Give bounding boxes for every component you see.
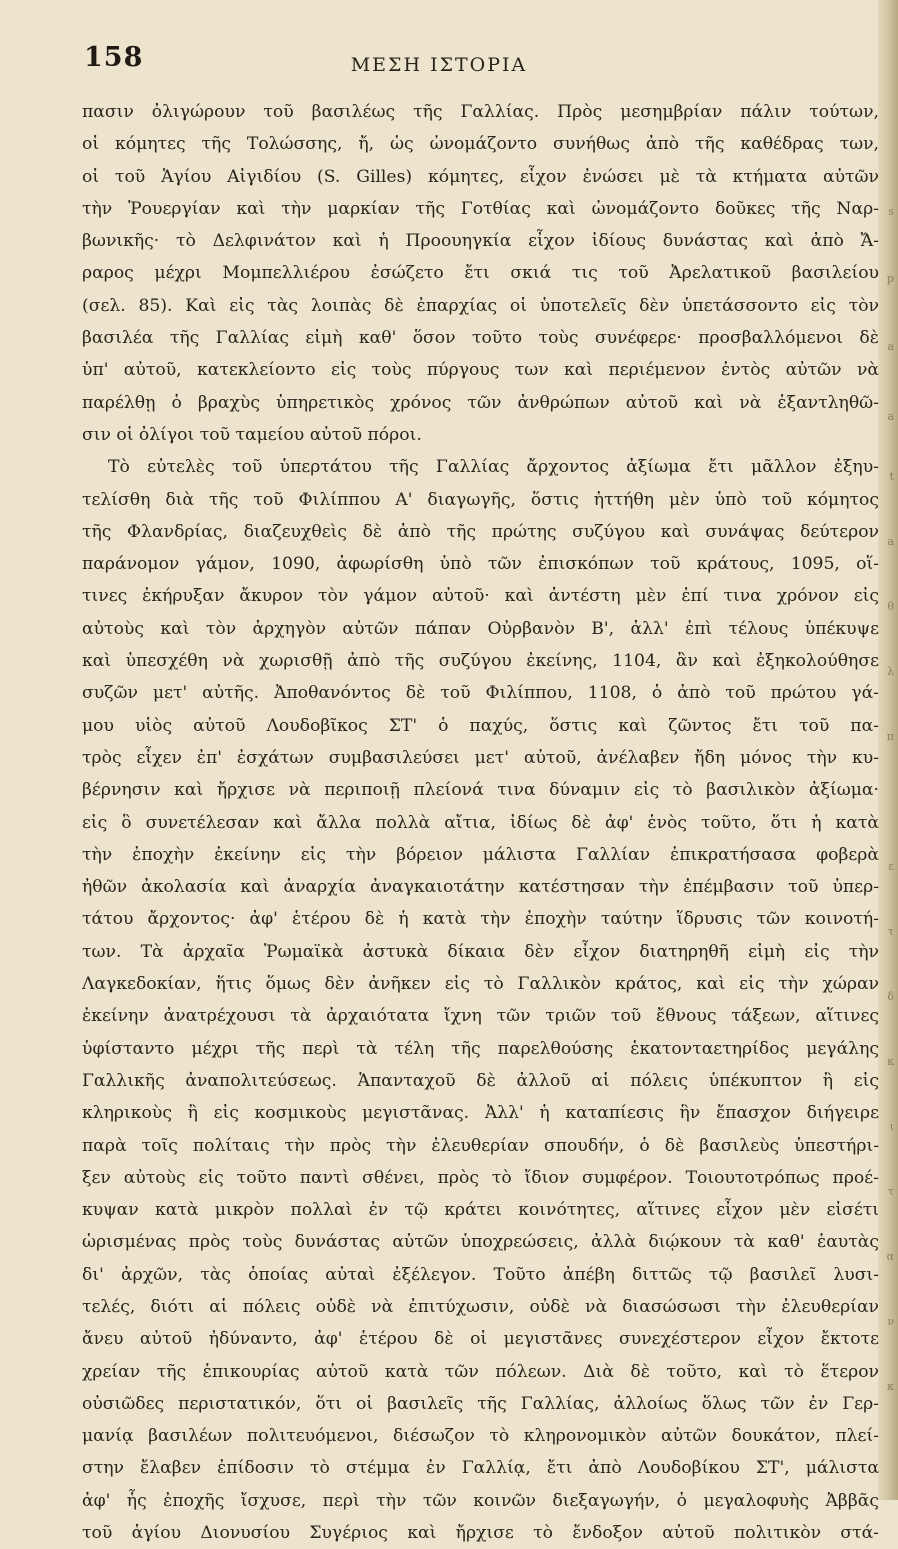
text-line: βασιλέα τῆς Γαλλίας εἰμὴ καθ' ὅσον τοῦτο τοὺς συνέφερε· προσβαλλόμενοι δὲ [82,328,879,349]
running-head: ΜΕΣΗ ΙΣΤΟΡΙΑ [350,54,528,76]
text-line: ἐκείνην ἀνατρέχουσι τὰ ἀρχαιότατα ἴχνη τῶν τριῶν τοῦ ἔθνους τάξεων, αἵτινες [82,1006,879,1027]
text-line: τὴν ἐποχὴν ἐκείνην εἰς τὴν βόρειον μάλιστα Γαλλίαν ἐπικρατήσασα φοβερὰ [82,844,879,865]
margin-mark: a [887,410,894,423]
margin-mark: t [889,470,894,483]
text-line: τὴν Ῥουεργίαν καὶ τὴν μαρκίαν τῆς Γοτθίας καὶ ὠνομάζοντο δοῦκες τῆς Ναρ- [82,198,879,219]
margin-mark: δ [887,990,894,1003]
margin-mark: π [886,730,894,743]
margin-mark: α [886,1250,894,1263]
text-line: αὐτοὺς καὶ τὸν ἀρχηγὸν αὐτῶν πάπαν Οὐρβανὸν Β', ἀλλ' ἐπὶ τέλους ὑπέκυψε [82,618,879,639]
text-line: ὑφίσταντο μέχρι τῆς περὶ τὰ τέλη τῆς παρελθούσης ἑκατονταετηρίδος μεγάλης [82,1038,879,1059]
text-line: οἱ κόμητες τῆς Τολώσσης, ἤ, ὡς ὠνομάζοντο συνήθως ἀπὸ τῆς καθέδρας των, [82,134,879,155]
margin-mark: a [887,535,894,548]
text-line: παρέλθῃ ὁ βραχὺς ὑπηρετικὸς χρόνος τῶν ἀνθρώπων αὐτοῦ καὶ νὰ ἐξαντληθῶ- [82,392,879,413]
text-line: συζῶν μετ' αὐτῆς. Ἀποθανόντος δὲ τοῦ Φιλίππου, 1108, ὁ ἀπὸ τοῦ πρώτου γά- [82,683,879,704]
text-line: ἀφ' ἧς ἐποχῆς ἴσχυσε, περὶ τὴν τῶν κοινῶν διεξαγωγήν, ὁ μεγαλοφυὴς Ἀββᾶς [82,1490,879,1511]
text-line: ραρος μέχρι Μομπελλιέρου ἐσώζετο ἔτι σκιά τις τοῦ Ἀρελατικοῦ βασιλείου [82,263,879,284]
margin-mark: κ [887,1055,894,1068]
text-line: ὡρισμένας πρὸς τοὺς δυνάστας αὐτῶν ὑποχρεώσεις, ἀλλὰ διῴκουν τὰ καθ' ἑαυτὰς [82,1232,879,1253]
text-line: τάτου ἄρχοντος· ἀφ' ἑτέρου δὲ ἡ κατὰ τὴν ἐποχὴν ταύτην ἵδρυσις τῶν κοινοτή- [82,909,879,930]
margin-mark: λ [887,665,894,678]
text-line: οὐσιῶδες περιστατικόν, ὅτι οἱ βασιλεῖς τῆς Γαλλίας, ἀλλοίως ὅλως τῶν ἐν Γερ- [82,1393,879,1414]
margin-mark: ν [887,1315,894,1328]
margin-mark: ε [888,860,894,873]
text-line: καὶ ὑπεσχέθη νὰ χωρισθῇ ἀπὸ τῆς συζύγου ἐκείνης, 1104, ἂν καὶ ἐξηκολούθησε [82,651,879,672]
margin-mark: θ [887,600,894,613]
text-line: Λαγκεδοκίαν, ἥτις ὅμως δὲν ἀνῆκεν εἰς τὸ Γαλλικὸν κράτος, καὶ εἰς τὴν χώραν [82,974,879,995]
text-line: πασιν ὀλιγώρουν τοῦ βασιλέως τῆς Γαλλίας. Πρὸς μεσημβρίαν πάλιν τούτων, [82,102,879,122]
margin-marks [878,0,898,1500]
text-line: Γαλλικῆς ἀναπολιτεύσεως. Ἁπανταχοῦ δὲ ἀλλοῦ αἱ πόλεις ὑπέκυπτον ἢ εἰς [82,1070,879,1091]
paragraph-end-line: σιν οἱ ὀλίγοι τοῦ ταμείου αὐτοῦ πόροι. [82,424,422,445]
text-line: εἰς ὃ συνετέλεσαν καὶ ἄλλα πολλὰ αἴτια, ἰδίως δὲ ἀφ' ἑνὸς τοῦτο, ὅτι ἡ κατὰ [82,812,879,833]
page-number: 158 [84,42,144,73]
text-line: κυψαν κατὰ μικρὸν πολλαὶ ἐν τῷ κράτει κοινότητες, αἵτινες εἶχον μὲν εἰσέτι [82,1200,879,1221]
text-line: των. Τὰ ἀρχαῖα Ῥωμαϊκὰ ἀστυκὰ δίκαια δὲν εἶχον διατηρηθῆ εἰμὴ εἰς τὴν [82,941,879,962]
text-line: χρείαν τῆς ἐπικουρίας αὐτοῦ κατὰ τῶν πόλεων. Διὰ δὲ τοῦτο, καὶ τὸ ἕτερον [82,1361,879,1382]
margin-mark: κ [887,1380,894,1393]
text-line: στην ἔλαβεν ἐπίδοσιν τὸ στέμμα ἐν Γαλλίᾳ, ἔτι ἀπὸ Λουδοβίκου ΣΤ', μάλιστα [82,1458,879,1479]
text-line: μανίᾳ βασιλέων πολιτευόμενοι, διέσωζον τὸ κληρονομικὸν αὐτῶν δουκάτον, πλεί- [82,1426,879,1447]
body-text [82,96,879,1549]
text-line: ἄνευ αὐτοῦ ἠδύναντο, ἀφ' ἑτέρου δὲ οἱ μεγιστᾶνες συνεχέστερον εἶχον ἔκτοτε [82,1329,879,1350]
text-line: οἱ τοῦ Ἁγίου Αἰγιδίου (S. Gilles) κόμητες, εἶχον ἐνώσει μὲ τὰ κτήματα αὐτῶν [82,166,879,187]
text-line: τινες ἐκήρυξαν ἄκυρον τὸν γάμον αὐτοῦ· καὶ ἀντέστη μὲν ἐπί τινα χρόνον εἰς [82,586,879,607]
margin-mark: ι [889,1120,894,1133]
text-line: τῆς Φλανδρίας, διαζευχθεὶς δὲ ἀπὸ τῆς πρώτης συζύγου καὶ συνάψας δεύτερον [82,521,879,542]
text-line: τρὸς εἶχεν ἐπ' ἐσχάτων συμβασιλεύσει μετ' αὐτοῦ, ἀνέλαβεν ἤδη μόνος τὴν κυ- [82,747,879,768]
text-line: τελίσθη διὰ τῆς τοῦ Φιλίππου Α' διαγωγῆς, ὅστις ἡττήθη μὲν ὑπὸ τοῦ κόμητος [82,489,879,510]
text-line: τελές, διότι αἱ πόλεις οὐδὲ νὰ ἐπιτύχωσιν, οὐδὲ νὰ διασώσωσι τὴν ἐλευθερίαν [82,1296,879,1317]
margin-mark: a [887,340,894,353]
text-line: ἠθῶν ἀκολασία καὶ ἀναρχία ἀναγκαιοτάτην κατέστησαν τὴν ἐπέμβασιν τοῦ ὑπερ- [82,877,879,898]
text-line: βέρνησιν καὶ ἤρχισε νὰ περιποιῇ πλείονά τινα δύναμιν εἰς τὸ βασιλικὸν ἀξίωμα· [82,780,879,801]
margin-mark: p [886,272,894,285]
text-line: ξεν αὐτοὺς εἰς τοῦτο παντὶ σθένει, πρὸς τὸ ἴδιον συμφέρον. Τοιουτοτρόπως προέ- [82,1167,879,1188]
text-line: (σελ. 85). Καὶ εἰς τὰς λοιπὰς δὲ ἐπαρχίας οἱ ὑποτελεῖς δὲν ὑπετάσσοντο εἰς τὸν [82,295,879,316]
paragraph-start-line: Τὸ εὐτελὲς τοῦ ὑπερτάτου τῆς Γαλλίας ἄρχοντος ἀξίωμα ἔτι μᾶλλον ἐξηυ- [108,457,879,478]
text-line: παρὰ τοῖς πολίταις τὴν πρὸς τὴν ἐλευθερίαν σπουδήν, ὁ δὲ βασιλεὺς ὑπεστήρι- [82,1135,879,1156]
margin-mark: τ [887,1185,894,1198]
text-line: δι' ἀρχῶν, τὰς ὁποίας αὐταὶ ἐξέλεγον. Τοῦτο ἀπέβη διττῶς τῷ βασιλεῖ λυσι- [82,1264,879,1285]
text-line: τοῦ ἁγίου Διονυσίου Συγέριος καὶ ἤρχισε τὸ ἔνδοξον αὐτοῦ πολιτικὸν στά- [82,1523,879,1544]
margin-mark: τ [887,925,894,938]
text-line: μου υἱὸς αὐτοῦ Λουδοβῖκος ΣΤ' ὁ παχύς, ὅστις καὶ ζῶντος ἔτι τοῦ πα- [82,715,879,736]
text-line: κληρικοὺς ἢ εἰς κοσμικοὺς μεγιστᾶνας. Ἀλλ' ἡ καταπίεσις ἣν ἔπασχον διήγειρε [82,1103,879,1124]
margin-mark: s [888,205,894,218]
text-line: παράνομον γάμον, 1090, ἀφωρίσθη ὑπὸ τῶν ἐπισκόπων τοῦ κράτους, 1095, οἵ- [82,554,879,575]
text-line: ὑπ' αὐτοῦ, κατεκλείοντο εἰς τοὺς πύργους των καὶ περιέμενον ἐντὸς αὐτῶν νὰ [82,360,879,381]
text-line: βωνικῆς· τὸ Δελφινάτον καὶ ἡ Προουηγκία εἶχον ἰδίους δυνάστας καὶ ἀπὸ Ἄ- [82,231,879,252]
